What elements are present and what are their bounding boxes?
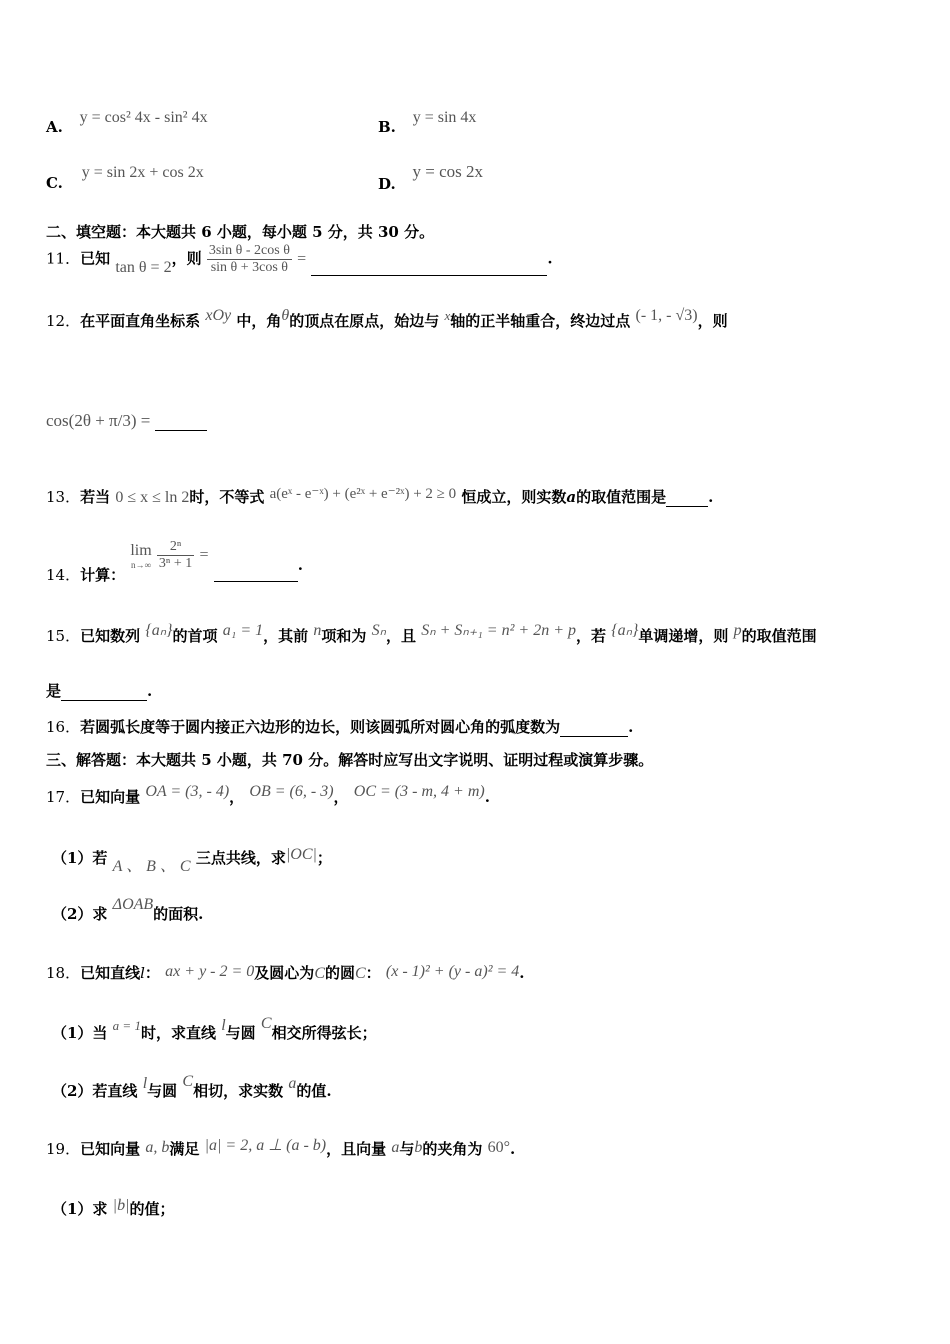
q13-text-1: 若当 (80, 488, 111, 506)
question-19 (46, 1138, 515, 1159)
q11-frac-den: sin θ + 3cos θ (210, 260, 289, 275)
option-b-letter: B. (378, 118, 396, 136)
q14-frac-num: 2ⁿ (157, 539, 194, 556)
q18-p2-l: l (142, 1075, 148, 1092)
q17-end: . (484, 788, 490, 806)
option-d-letter: D. (378, 175, 396, 193)
q15-text-2: 的首项 (172, 627, 218, 645)
q19-p1-text: 的值； (129, 1200, 175, 1218)
q12-text-1: 在平面直角坐标系 (80, 312, 201, 330)
q19-text-1: 已知向量 (80, 1140, 141, 1158)
q14-number: 14． (46, 565, 81, 584)
q18-p2-text-3: 的值. (296, 1082, 332, 1100)
q15-seq-2: {aₙ} (611, 622, 639, 639)
q12-text-4: 轴的正半轴重合，终边过点 (450, 312, 631, 330)
q14-fraction (157, 539, 194, 572)
q18-p1-c: C (260, 1015, 272, 1032)
q15-n: n (313, 622, 322, 639)
q17-number: 17． (46, 788, 81, 806)
question-16 (46, 716, 633, 737)
option-a (46, 108, 208, 136)
q11-end: . (547, 249, 553, 268)
q14-frac-den: 3ⁿ + 1 (158, 556, 193, 571)
q17-sep-1: ， (229, 788, 245, 806)
q17-oc: OC = (3 - m, 4 + m) (353, 783, 485, 800)
q15-answer-blank[interactable] (61, 682, 147, 701)
q15-text-6: ，若 (576, 627, 607, 645)
q18-l: l (140, 964, 145, 982)
q15-number: 15． (46, 627, 81, 645)
q12-text-5: ，则 (697, 312, 728, 330)
question-17 (46, 783, 490, 807)
q11-fraction (207, 243, 292, 276)
q18-p2-a: a (288, 1075, 297, 1092)
q15-relation: Sₙ + Sₙ₊₁ = n² + 2n + p (421, 622, 576, 639)
option-a-expr: y = cos² 4x - sin² 4x (79, 109, 208, 126)
q14-lim: lim (130, 541, 152, 559)
option-c-expr: y = sin 2x + cos 2x (81, 164, 204, 181)
q15-first: a₁ = 1 (222, 622, 264, 639)
q18-c: C (314, 965, 325, 982)
q18-circle: (x - 1)² + (y - a)² = 4 (385, 963, 520, 980)
q13-range: 0 ≤ x ≤ ln 2 (115, 489, 190, 506)
q17-part-2 (52, 896, 204, 924)
q14-lim-sub: n→∞ (131, 559, 151, 570)
q18-p2-text-1: 与圆 (147, 1082, 178, 1100)
question-14 (46, 539, 303, 584)
q19-part-1 (52, 1198, 174, 1219)
q18-p2-c: C (182, 1073, 194, 1090)
q15-seq: {aₙ} (145, 622, 173, 639)
q14-equals: = (199, 546, 209, 564)
q18-line: ax + y - 2 = 0 (165, 963, 255, 980)
q15-text-5: ，且 (386, 627, 417, 645)
option-a-letter: A. (46, 118, 63, 136)
q13-text-3: 恒成立，则实数 (461, 488, 567, 506)
q19-number: 19． (46, 1140, 81, 1158)
q17-text-1: 已知向量 (80, 788, 141, 806)
q19-text-3: ，且向量 (326, 1140, 387, 1158)
q18-text-3: 及圆心为 (254, 964, 315, 982)
q16-text: 若圆弧长度等于圆内接正六边形的边长，则该圆弧所对圆心角的弧度数为 (80, 718, 561, 736)
q13-var: a (566, 488, 577, 506)
q15-p: p (733, 622, 742, 639)
question-15 (46, 622, 817, 646)
q12-answer-blank[interactable] (155, 400, 207, 431)
q17-p1-points: A 、 B 、 C (112, 858, 191, 875)
q17-p1-label: （1）若 (52, 849, 108, 867)
question-13 (46, 486, 713, 507)
q15-sn: Sₙ (371, 622, 386, 639)
q15-text-1: 已知数列 (80, 627, 141, 645)
q11-condition: tan θ = 2 (115, 258, 172, 276)
q17-p2-label: （2）求 (52, 905, 108, 923)
q18-p1-text-2: 与圆 (225, 1024, 256, 1042)
q17-p2-triangle: ΔOAB (112, 896, 154, 913)
q11-frac-num: 3sin θ - 2cos θ (208, 243, 290, 258)
question-18 (46, 962, 525, 983)
q18-p2-text-2: 相切，求实数 (193, 1082, 284, 1100)
q18-p1-cond: a = 1 (112, 1018, 141, 1033)
q18-p2-label: （2）若直线 (52, 1082, 138, 1100)
section-3-heading: 三、解答题：本大题共 5 小题，共 70 分。解答时应写出文字说明、证明过程或演算步骤。 (46, 751, 654, 769)
q18-p1-text-1: 时，求直线 (140, 1024, 216, 1042)
q18-p1-l: l (221, 1017, 226, 1034)
question-12 (46, 307, 728, 331)
q17-sep-2: ， (333, 788, 349, 806)
q14-end: . (297, 555, 303, 574)
q16-number: 16． (46, 718, 81, 736)
q16-end: . (628, 718, 634, 736)
q14-answer-blank[interactable] (214, 561, 298, 582)
q18-text-2: ： (144, 964, 160, 982)
q12-system: xOy (205, 307, 232, 324)
q15-text-4: 项和为 (321, 627, 367, 645)
q12-axis: x (444, 308, 451, 323)
q15-continuation (46, 680, 152, 701)
q19-b: b (414, 1139, 423, 1156)
q12-point: (- 1, - √3) (635, 307, 698, 324)
q13-end: . (708, 488, 714, 506)
q12-expression (46, 400, 207, 431)
q18-text-5: ： (365, 964, 381, 982)
q19-p1-label: （1）求 (52, 1200, 108, 1218)
q13-inequality: a(eˣ - e⁻ˣ) + (e²ˣ + e⁻²ˣ) + 2 ≥ 0 (269, 486, 457, 502)
option-c (46, 163, 204, 192)
q17-part-1 (52, 845, 332, 875)
option-c-letter: C. (46, 174, 63, 192)
option-b-expr: y = sin 4x (412, 109, 477, 126)
q19-end: . (510, 1140, 516, 1158)
q11-text-2: ，则 (171, 249, 202, 268)
q18-p1-text-3: 相交所得弦长； (271, 1024, 377, 1042)
section-2-heading: 二、填空题：本大题共 6 小题，每小题 5 分，共 30 分。 (46, 223, 435, 241)
q14-limit (130, 542, 151, 570)
q12-expr: cos(2θ + π/3) = (46, 411, 151, 430)
q13-text-2: 时，不等式 (189, 488, 265, 506)
q11-number: 11． (46, 249, 81, 268)
q11-equals: = (297, 250, 307, 268)
option-b (378, 108, 477, 136)
q13-text-4: 的取值范围是 (576, 488, 667, 506)
q13-answer-blank[interactable] (666, 488, 708, 507)
q18-c2: C (355, 965, 366, 982)
q18-part-1 (52, 1015, 377, 1043)
q17-p1-text: 三点共线，求 (195, 849, 286, 867)
q17-p1-end: ； (316, 849, 332, 867)
q18-text-4: 的圆 (324, 964, 355, 982)
q15-text-3: ，其前 (263, 627, 309, 645)
q17-oa: OA = (3, - 4) (145, 783, 230, 800)
q19-a: a (391, 1139, 400, 1156)
q12-angle: θ (281, 307, 290, 324)
q19-cond: |a| = 2, a ⊥ (a - b) (204, 1137, 327, 1154)
q18-p1-label: （1）当 (52, 1024, 108, 1042)
q12-text-3: 的顶点在原点，始边与 (289, 312, 440, 330)
option-d-expr: y = cos 2x (412, 162, 483, 181)
q19-text-5: 的夹角为 (422, 1140, 483, 1158)
q15-text-8: 的取值范围 (741, 627, 817, 645)
q19-ab: a, b (145, 1139, 170, 1156)
q18-end: . (519, 964, 525, 982)
q12-number: 12． (46, 312, 81, 330)
q19-text-2: 满足 (169, 1140, 200, 1158)
q18-number: 18． (46, 964, 81, 982)
q15-end: . (147, 682, 153, 700)
q18-part-2 (52, 1073, 332, 1101)
q18-text-1: 已知直线 (80, 964, 141, 982)
option-d (378, 162, 483, 193)
q13-number: 13． (46, 488, 81, 506)
q14-text: 计算： (80, 565, 126, 584)
q15-text-9: 是 (46, 682, 62, 700)
q11-text: 已知 (80, 249, 111, 268)
q12-text-2: 中，角 (236, 312, 282, 330)
q19-p1-abs: |b| (112, 1197, 130, 1214)
q11-answer-blank[interactable] (311, 255, 547, 276)
q19-angle: 60° (487, 1139, 511, 1156)
q19-text-4: 与 (399, 1140, 415, 1158)
q17-p1-abs: |OC| (285, 846, 317, 863)
question-11 (46, 243, 553, 276)
q17-p2-text: 的面积. (153, 905, 204, 923)
q15-text-7: 单调递增，则 (638, 627, 729, 645)
q16-answer-blank[interactable] (560, 718, 628, 737)
q17-ob: OB = (6, - 3) (249, 783, 334, 800)
